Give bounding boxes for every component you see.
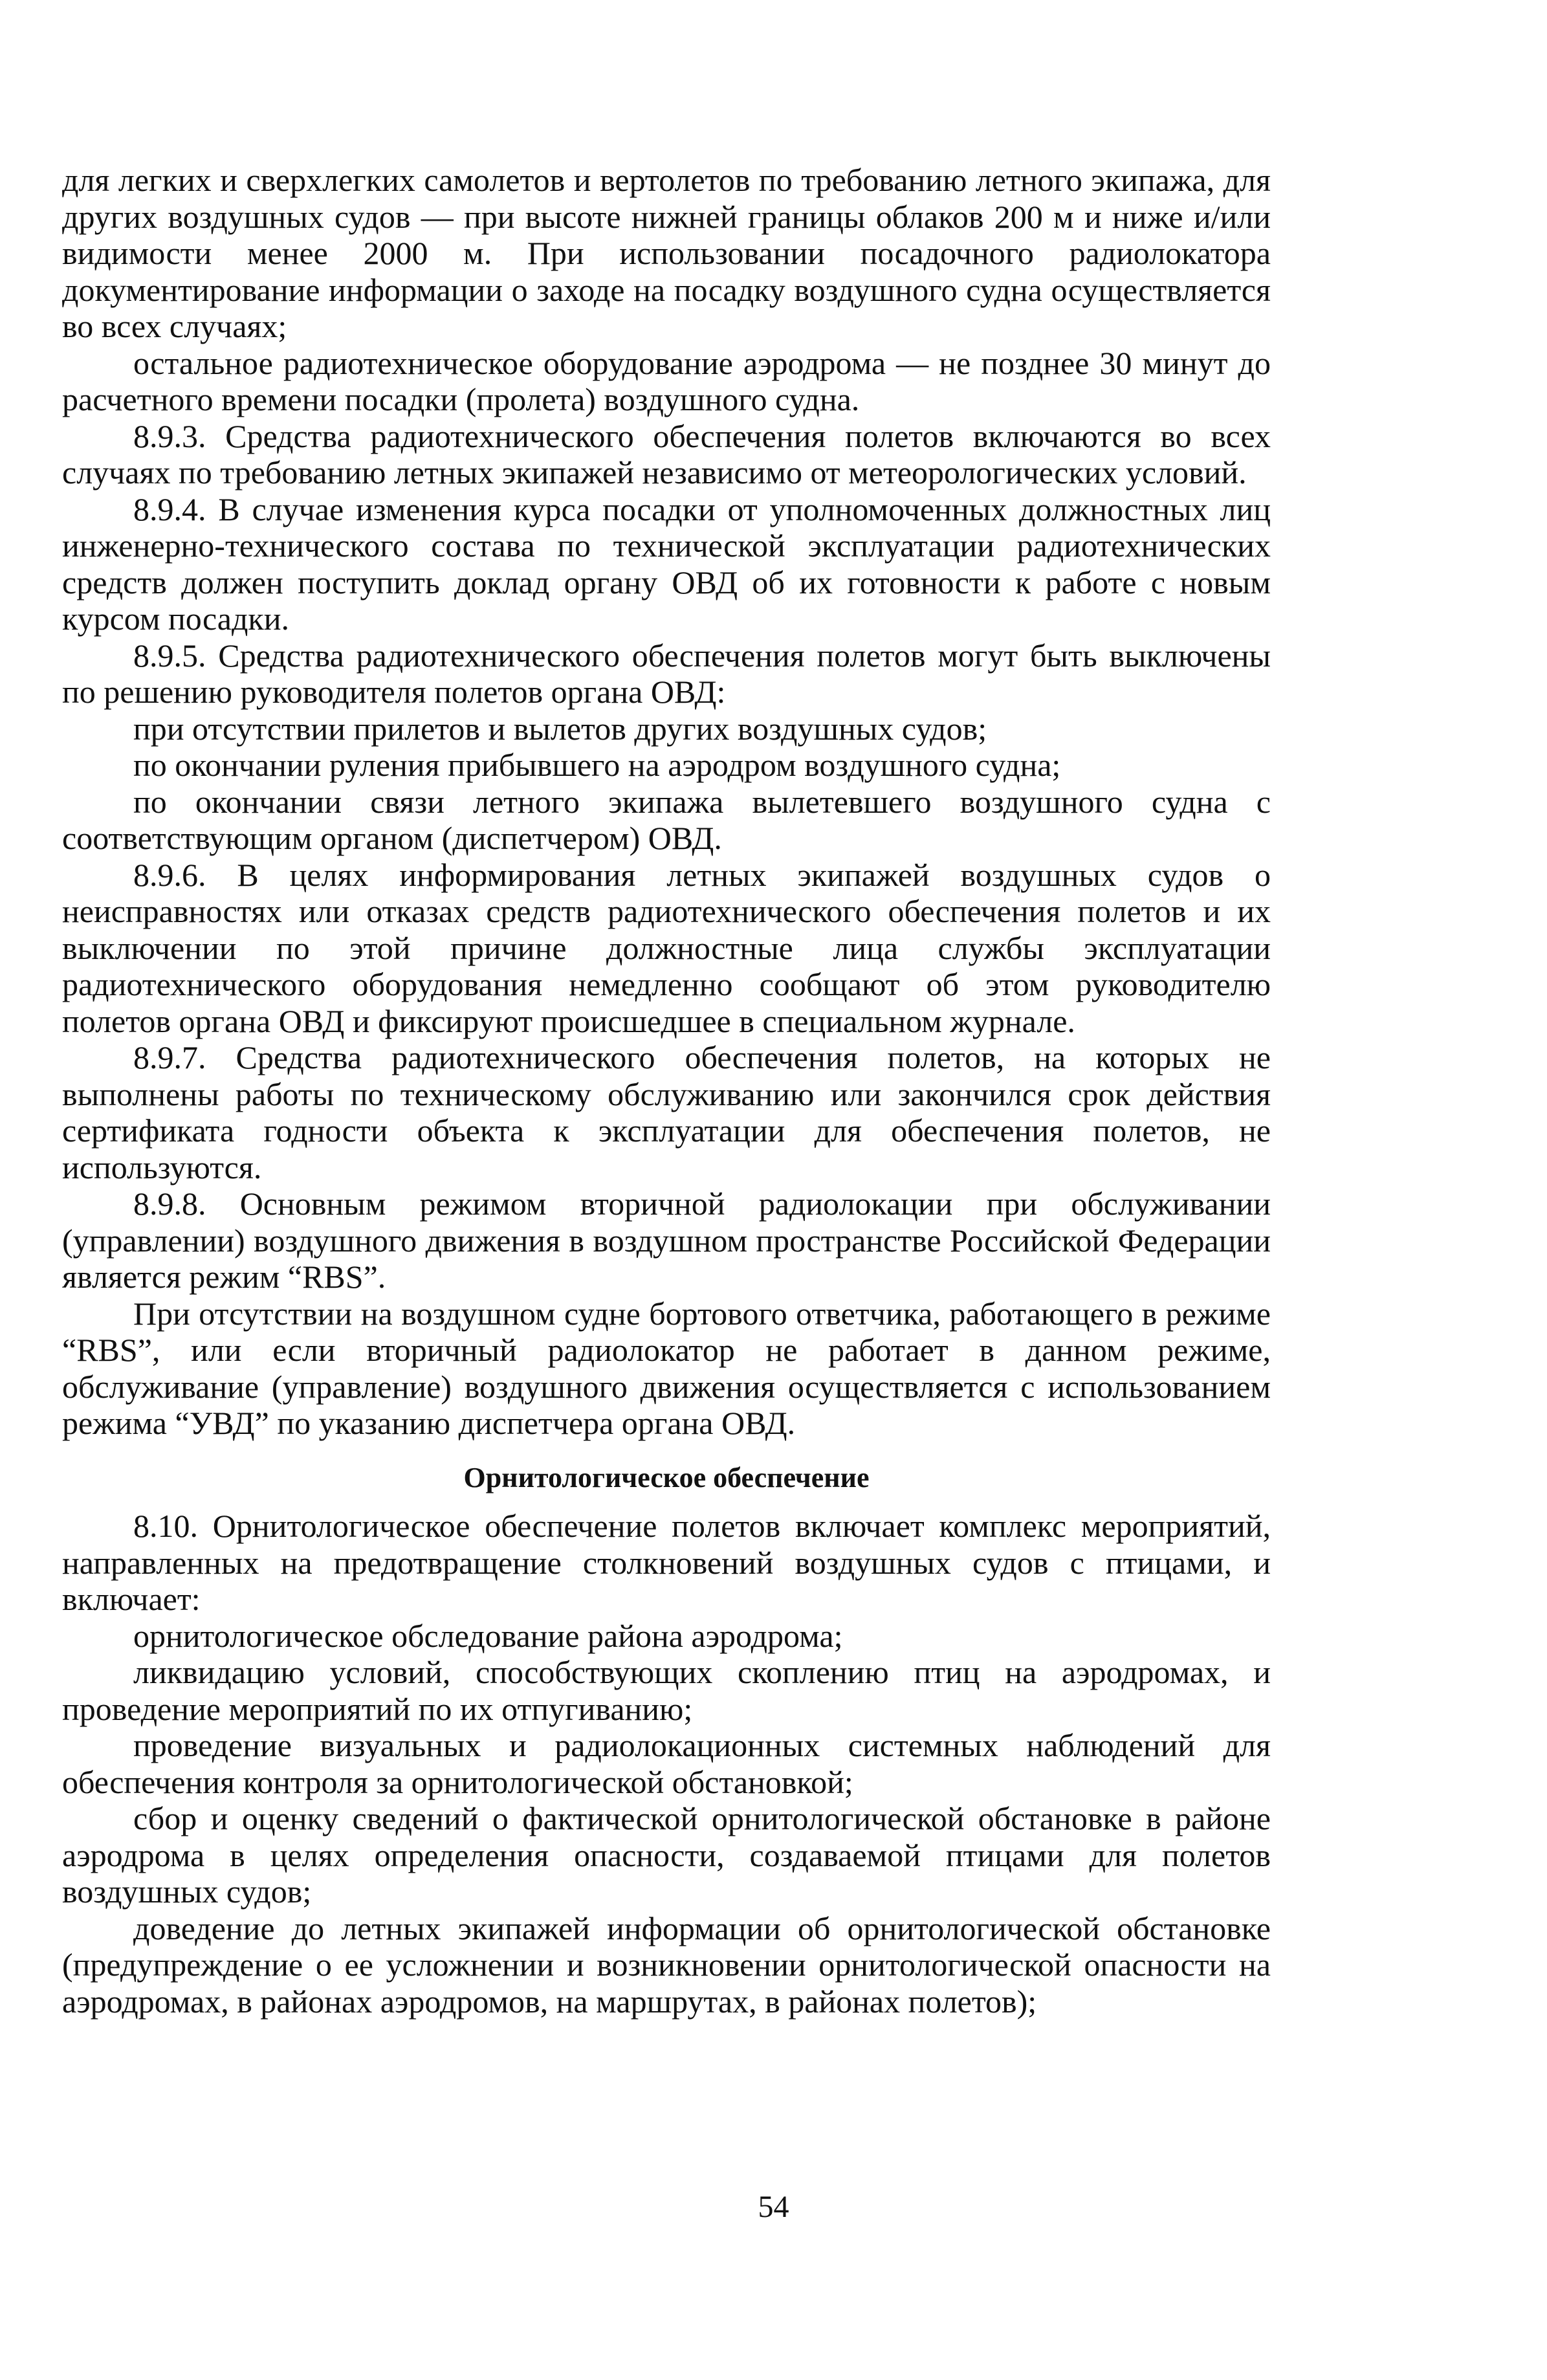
- list-item-comm-end: по окончании связи летного экипажа вылетевшего воздушного судна с соответствующим органом (диспетчером) ОВД.: [62, 783, 1271, 856]
- paragraph-8-10: 8.10. Орнитологическое обеспечение полетов включает комплекс мероприятий, направленных на предотвращение столкновений воздушных судов с птицами, и включает:: [62, 1508, 1271, 1617]
- paragraph-8-9-4: 8.9.4. В случае изменения курса посадки от уполномоченных должностных лиц инженерно-технического состава по технической эксплуатации радиотехнических средств должен поступить доклад органу ОВД об их готовности к работе с новым курсом посадки.: [62, 490, 1271, 637]
- paragraph-other-equipment: остальное радиотехническое оборудование аэродрома — не позднее 30 минут до расчетного времени посадки (пролета) воздушного судна.: [62, 344, 1271, 417]
- list-item-assessment: сбор и оценку сведений о фактической орнитологической обстановке в районе аэродрома в целях определения опасности, создаваемой птицами для полетов воздушных судов;: [62, 1800, 1271, 1910]
- paragraph-8-9-5: 8.9.5. Средства радиотехнического обеспечения полетов могут быть выключены по решению руководителя полетов органа ОВД:: [62, 637, 1271, 710]
- paragraph-landing-radar: для легких и сверхлегких самолетов и вертолетов по требованию летного экипажа, для других воздушных судов — при высоте нижней границы облаков 200 м и ниже и/или видимости менее 2000 м. При использовании посадочного радиолокатора документирование информации о заходе на посадку воздушного судна осуществляется во всех случаях;: [62, 162, 1271, 344]
- paragraph-8-9-6: 8.9.6. В целях информирования летных экипажей воздушных судов о неисправностях или отказах средств радиотехнического обеспечения полетов и их выключении по этой причине должностные лица службы эксплуатации радиотехнического оборудования немедленно сообщают об этом руководителю полетов органа ОВД и фиксируют происшедшее в специальном журнале.: [62, 856, 1271, 1039]
- paragraph-rbs-absence: При отсутствии на воздушном судне бортового ответчика, работающего в режиме “RBS”, или если вторичный радиолокатор не работает в данном режиме, обслуживание (управление) воздушного движения осуществляется с использованием режима “УВД” по указанию диспетчера органа ОВД.: [62, 1295, 1271, 1441]
- paragraph-8-9-3: 8.9.3. Средства радиотехнического обеспечения полетов включаются во всех случаях по требованию летных экипажей независимо от метеорологических условий.: [62, 417, 1271, 490]
- list-item-elimination: ликвидацию условий, способствующих скоплению птиц на аэродромах, и проведение мероприятий по их отпугиванию;: [62, 1654, 1271, 1727]
- list-item-observation: проведение визуальных и радиолокационных системных наблюдений для обеспечения контроля за орнитологической обстановкой;: [62, 1727, 1271, 1800]
- list-item-no-arrivals: при отсутствии прилетов и вылетов других воздушных судов;: [133, 710, 987, 747]
- document-page: [62, 162, 1271, 2020]
- list-item-survey: орнитологическое обследование района аэродрома;: [133, 1617, 843, 1654]
- list-item-information: доведение до летных экипажей информации об орнитологической обстановке (предупреждение о ее усложнении и возникновении орнитологической опасности на аэродромах, в районах аэродромов, на маршрутах, в районах полетов);: [62, 1910, 1271, 2020]
- section-heading: Орнитологическое обеспечение: [463, 1461, 870, 1493]
- list-item-taxi-end: по окончании руления прибывшего на аэродром воздушного судна;: [133, 747, 1061, 783]
- paragraph-8-9-7: 8.9.7. Средства радиотехнического обеспечения полетов, на которых не выполнены работы по техническому обслуживанию или закончился срок действия сертификата годности объекта к эксплуатации для обеспечения полетов, не используются.: [62, 1039, 1271, 1185]
- paragraph-8-9-8: 8.9.8. Основным режимом вторичной радиолокации при обслуживании (управлении) воздушного движения в воздушном пространстве Российской Федерации является режим “RBS”.: [62, 1185, 1271, 1295]
- page-number: 54: [758, 2190, 789, 2224]
